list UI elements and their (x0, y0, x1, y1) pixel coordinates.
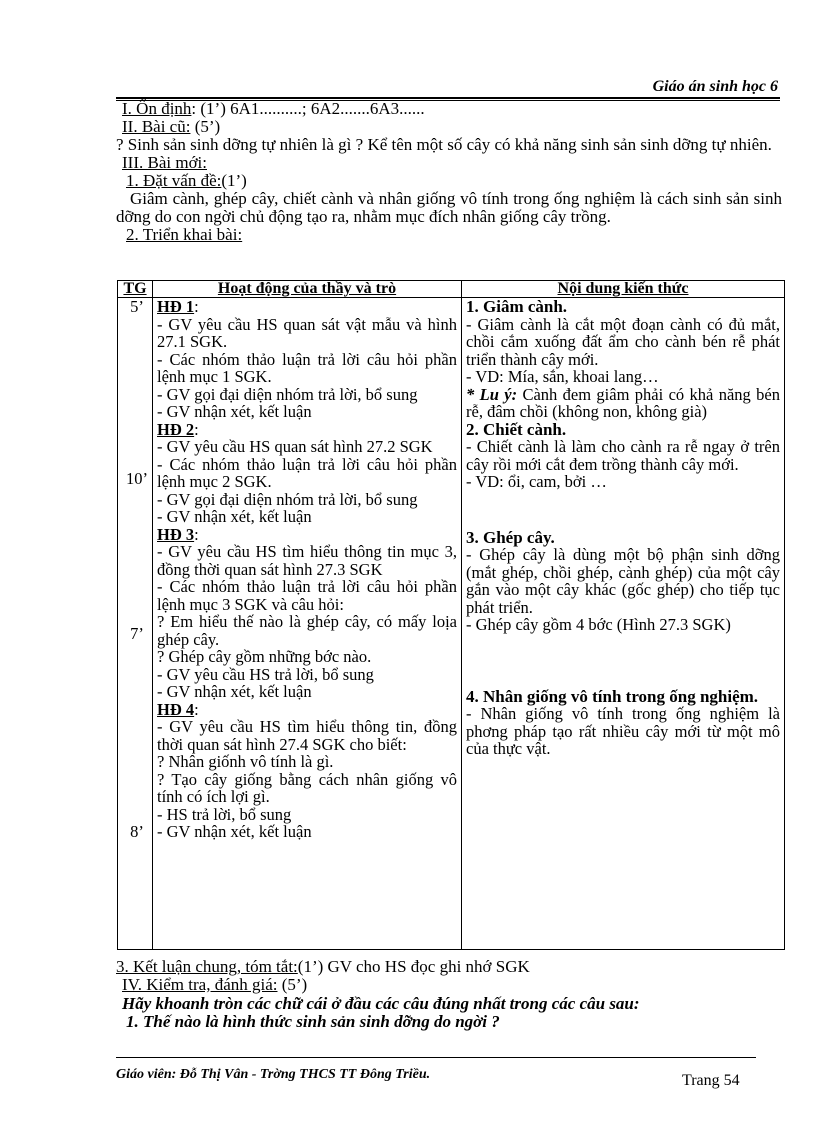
table-header-row (118, 281, 785, 298)
activity-1-line: - GV nhận xét, kết luận (157, 402, 312, 421)
activity-2-line: - GV gọi đại diện nhóm trả lời, bổ sung (157, 489, 418, 509)
activity-1-heading: HĐ 1: (157, 297, 199, 316)
ket-luan-line (116, 958, 782, 976)
content-s2-example: - VD: ổi, cam, bởi … (466, 472, 607, 491)
content-s1-title: 1. Giâm cành. (466, 297, 568, 316)
content-s3-title: 3. Ghép cây. (466, 527, 555, 547)
activity-4-line: - GV yêu cầu HS tìm hiểu thông tin, đồng thời quan sát hình 27.4 SGK cho biết: (157, 717, 457, 754)
activity-3-line: ? Ghép cây gồm những bớc nào. (157, 647, 372, 666)
activity-4-line: - GV nhận xét, kết luận (157, 822, 312, 841)
content-s3-text2: - Ghép cây gồm 4 bớc (Hình 27.3 SGK) (466, 615, 731, 634)
content-s3-text: - Ghép cây là dùng một bộ phận sinh dỡng (mắt ghép, chồi ghép, cành ghép) của một cây gắn vào một cây khác (gốc ghép) cho tiếp tục phát triển. (466, 545, 780, 617)
activity-1-line: - GV gọi đại diện nhóm trả lời, bổ sung (157, 384, 418, 404)
on-dinh-label: I. Ổn định (122, 99, 192, 118)
bai-moi-label: III. Bài mới: (122, 153, 207, 172)
dat-van-de-line (116, 172, 782, 190)
activity-2-line: - GV nhận xét, kết luận (157, 507, 312, 526)
time-1: 5’ (130, 297, 144, 316)
content-s2-text: - Chiết cành là làm cho cành ra rễ ngay ở trên cây rồi mới cắt đem trồng thành cây mới. (466, 437, 780, 474)
content-s2-title: 2. Chiết cành. (466, 419, 567, 439)
trien-khai-line (116, 226, 782, 244)
activity-3-line: - GV nhận xét, kết luận (157, 682, 312, 701)
activity-4-line: - HS trả lời, bổ sung (157, 804, 292, 824)
ket-luan-rest: (1’) GV cho HS đọc ghi nhớ SGK (297, 957, 530, 976)
dat-van-de-text: Giâm cành, ghép cây, chiết cành và nhân giống vô tính trong ống nghiệm là cách sinh sản sinh dỡng do con ngời chủ động tạo ra, nhằm mục đích nhân giống cây trồng. (116, 189, 782, 226)
kiem-tra-label: IV. Kiểm tra, đánh giá: (122, 975, 278, 994)
bai-cu-question: ? Sinh sản sinh dỡng tự nhiên là gì ? Kể tên một số cây có khả năng sinh sản sinh dỡng tự nhiên. (116, 135, 772, 154)
content-s1-example: - VD: Mía, sắn, khoai lang… (466, 367, 659, 386)
activity-4-line: ? Tạo cây giống bằng cách nhân giống vô tính có ích lợi gì. (157, 769, 457, 806)
time-2: 10’ (126, 469, 148, 488)
activity-3-line: - GV yêu cầu HS trả lời, bổ sung (157, 664, 374, 684)
header-activities: Hoạt động của thầy và trò (153, 281, 462, 298)
kiem-tra-rest: (5’) (277, 975, 308, 994)
content-column (462, 298, 785, 950)
ket-luan-label: 3. Kết luận chung, tóm tắt: (116, 957, 298, 976)
activities-column (153, 298, 462, 950)
activity-4-heading: HĐ 4: (157, 699, 199, 719)
activity-1-line: - Các nhóm thảo luận trả lời câu hỏi phần lệnh mục 1 SGK. (157, 349, 457, 386)
activity-2-heading: HĐ 2: (157, 419, 199, 439)
activity-3-line: - Các nhóm thảo luận trả lời câu hỏi phần lệnh mục 3 SGK và câu hỏi: (157, 577, 457, 614)
footer-teacher: Giáo viên: Đỗ Thị Vân - Trờng THCS TT Đông Triều. (116, 1067, 431, 1082)
header-tg: TG (118, 281, 153, 298)
dat-van-de-rest: (1’) (221, 171, 247, 190)
header-content: Nội dung kiến thức (462, 281, 785, 298)
activity-2-line: - GV yêu cầu HS quan sát hình 27.2 SGK (157, 437, 433, 456)
activity-3-line: ? Em hiểu thế nào là ghép cây, có mấy loịa ghép cây. (157, 612, 457, 649)
time-cell (118, 298, 152, 949)
instruction-line: Hãy khoanh tròn các chữ cái ở đầu các câu đúng nhất trong các câu sau: (122, 994, 640, 1013)
intro-block (116, 100, 782, 244)
trien-khai-label: 2. Triển khai bài: (126, 225, 243, 244)
lesson-table (117, 280, 785, 950)
note-text: Cành đem giâm phải có khả năng bén rễ, đâm chồi (không non, không già) (466, 384, 780, 421)
activity-4-line: ? Nhân giốnh vô tính là gì. (157, 752, 334, 771)
activity-3-line: - GV yêu cầu HS tìm hiểu thông tin mục 3, đồng thời quan sát hình 27.3 SGK (157, 542, 457, 579)
time-3: 7’ (130, 624, 144, 643)
content-s4-title: 4. Nhân giống vô tính trong ống nghiệm. (466, 686, 759, 706)
on-dinh-rest: : (1’) 6A1..........; 6A2.......6A3...... (191, 99, 425, 118)
bai-cu-line (116, 118, 782, 136)
bai-cu-rest: (5’) (190, 117, 221, 136)
time-column (118, 298, 153, 950)
on-dinh-line (116, 100, 782, 118)
bai-moi-line (116, 154, 782, 172)
bai-cu-label: II. Bài cũ: (122, 117, 191, 136)
dat-van-de-label: 1. Đặt vấn đề: (126, 171, 222, 190)
activity-2-line: - Các nhóm thảo luận trả lời câu hỏi phần lệnh mục 2 SGK. (157, 454, 457, 491)
question-1: 1. Thế nào là hình thức sinh sản sinh dỡng do ngời ? (126, 1012, 500, 1031)
note-label: * Lu ý: (466, 384, 518, 404)
header-title: Giáo án sinh học 6 (652, 78, 778, 95)
content-s4-text: - Nhân giống vô tính trong ống nghiệm là phơng pháp tạo rất nhiều cây mới từ một mô của thực vật. (466, 704, 780, 758)
kiem-tra-line (122, 976, 788, 994)
content-s1-note (466, 386, 780, 421)
activity-3-heading: HĐ 3: (157, 524, 199, 544)
content-s1-text: - Giâm cành là cắt một đoạn cành có đủ mắt, chồi cắm xuống đất ẩm cho cành bén rễ phát triển thành cây mới. (466, 314, 780, 369)
activity-1-line: - GV yêu cầu HS quan sát vật mẫu và hình 27.1 SGK. (157, 314, 457, 351)
time-4: 8’ (130, 822, 144, 841)
footer-rule (116, 1057, 756, 1058)
table-body-row (118, 298, 785, 950)
page-number: Trang 54 (682, 1072, 740, 1089)
